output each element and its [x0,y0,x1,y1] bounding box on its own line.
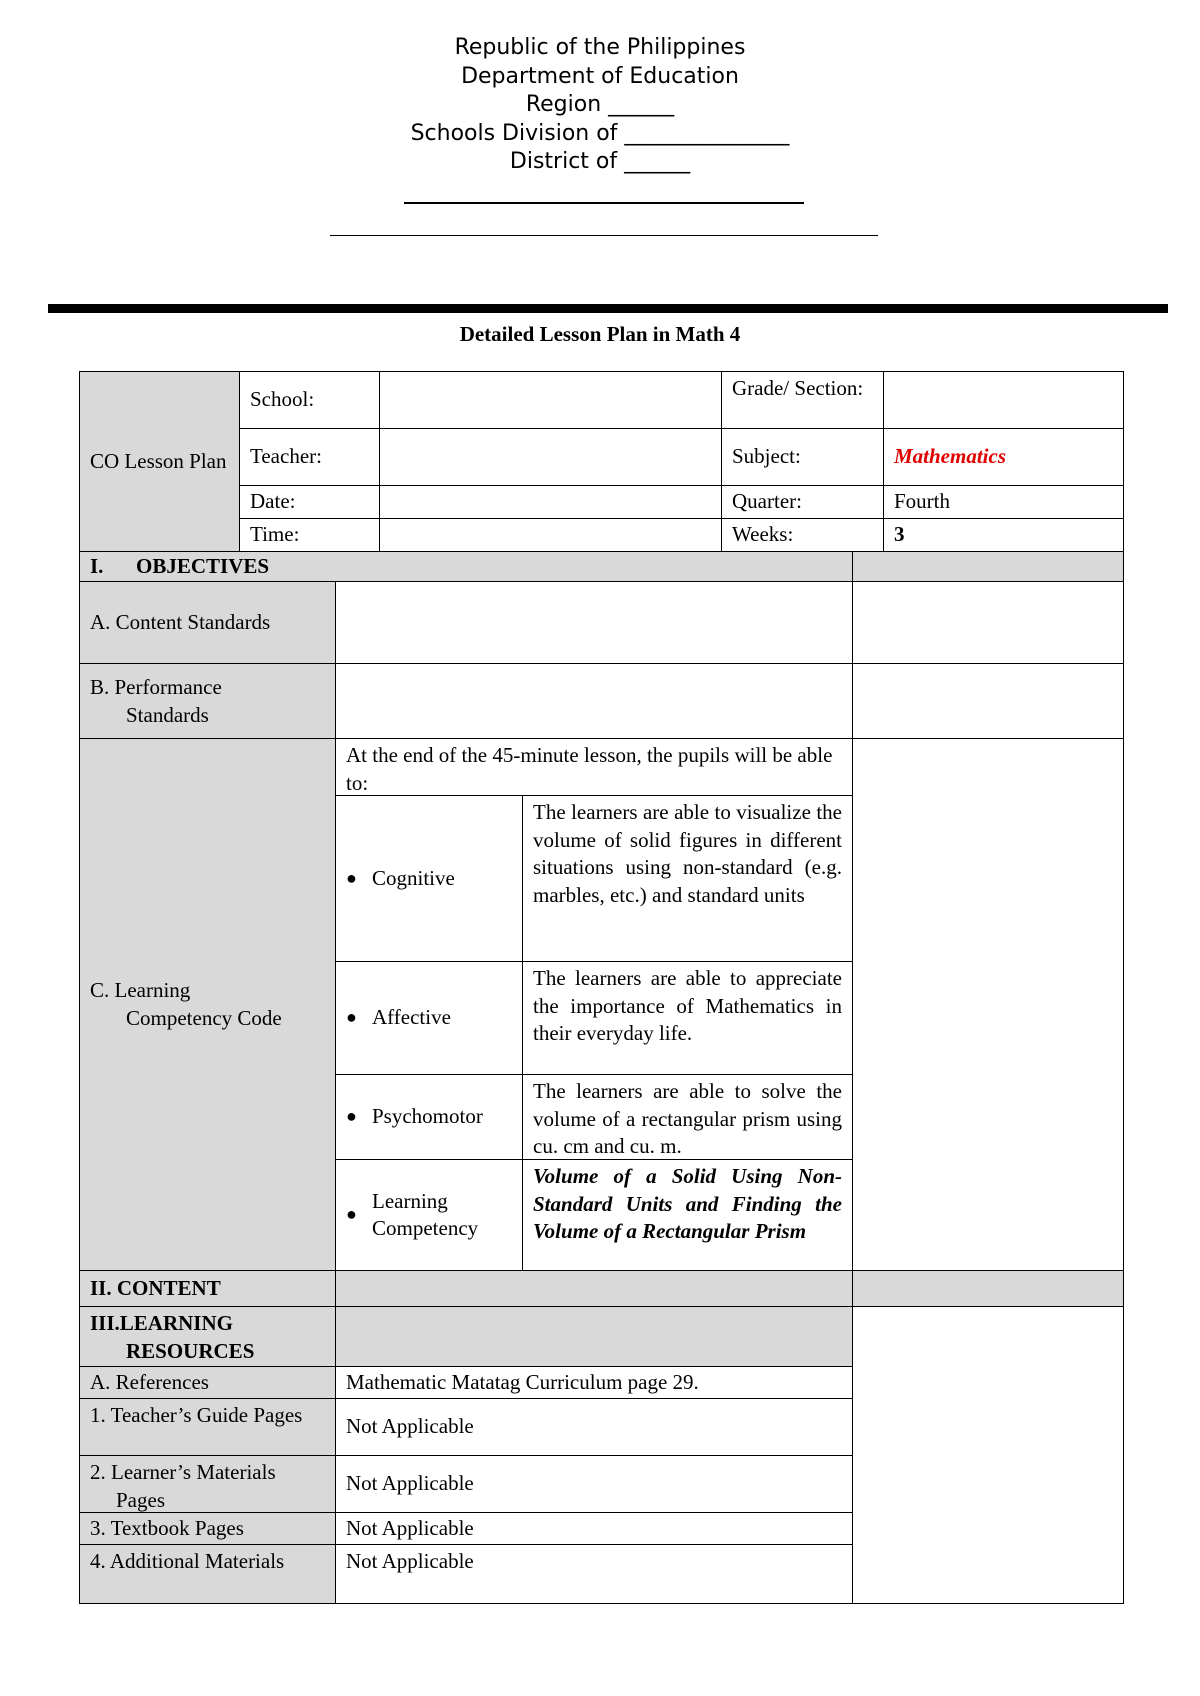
header-republic: Republic of the Philippines [454,35,746,60]
subject-value: Mathematics [883,428,1124,486]
additional-materials-value: Not Applicable [335,1544,853,1604]
teachers-guide-label: 1. Teacher’s Guide Pages [79,1398,336,1456]
objectives-notes-heading [852,551,1124,582]
header-division: Schools Division of _______________ [410,120,790,146]
school-label: School: [239,371,380,429]
content-standards-label: A. Content Standards [79,581,336,664]
learning-resources-heading [79,1306,336,1367]
header-rule-long [330,235,878,236]
grade-section-label: Grade/ Section: [721,371,884,429]
time-value[interactable] [379,518,722,552]
bullet-icon: ● [346,1007,357,1028]
teacher-value[interactable] [379,428,722,486]
co-lesson-plan-text: CO Lesson Plan [90,448,227,473]
teacher-label: Teacher: [239,428,380,486]
psychomotor-text: The learners are able to solve the volume of a rectangular prism using cu. cm and cu. m. [522,1074,853,1160]
resources-heading-line1: III.LEARNING [90,1311,233,1335]
date-value[interactable] [379,485,722,519]
cognitive-label [335,795,523,962]
performance-standards-notes[interactable] [852,663,1124,739]
learners-materials-label: 2. Learner’s Materials Pages [79,1455,336,1513]
header-rule-short [404,202,804,204]
weeks-label: Weeks: [721,518,884,552]
learning-label-line1: C. Learning [90,978,191,1002]
teachers-guide-value: Not Applicable [335,1398,853,1456]
competency-label [335,1159,523,1271]
cognitive-label-text: Cognitive [372,865,455,890]
weeks-value: 3 [883,518,1124,552]
content-standards-notes[interactable] [852,581,1124,664]
subject-label: Subject: [721,428,884,486]
header-district: District of ______ [509,149,691,175]
learning-resources-value [335,1306,853,1367]
performance-label-line1: B. Performance [90,675,222,699]
date-label: Date: [239,485,380,519]
learners-materials-value: Not Applicable [335,1455,853,1513]
performance-standards-label [79,663,336,739]
performance-label-line2: Standards [126,702,209,727]
time-label: Time: [239,518,380,552]
affective-text: The learners are able to appreciate the importance of Mathematics in their everyday life. [522,961,853,1075]
psychomotor-label [335,1074,523,1160]
header-department: Department of Education [461,63,739,89]
document-header [0,34,1200,177]
objectives-intro: At the end of the 45-minute lesson, the pupils will be able to: [335,738,853,796]
objectives-number: I. [90,553,104,578]
objectives-title: OBJECTIVES [136,553,270,578]
learning-competency-notes[interactable] [852,738,1124,1271]
psychomotor-label-text: Psychomotor [372,1104,483,1129]
header-thick-divider [48,304,1168,313]
header-region: Region ______ [525,92,675,118]
grade-section-value[interactable] [883,371,1124,429]
quarter-value: Fourth [883,485,1124,519]
content-standards-value[interactable] [335,581,853,664]
objectives-heading [79,551,853,582]
resources-heading-line2: RESOURCES [126,1338,255,1363]
competency-label-text: Learning Competency [372,1188,479,1240]
textbook-pages-label: 3. Textbook Pages [79,1512,336,1545]
content-heading: II. CONTENT [79,1270,336,1307]
competency-text: Volume of a Solid Using Non-Standard Units and Finding the Volume of a Rectangular Prism [522,1159,853,1271]
bullet-icon: ● [346,1106,357,1127]
content-value [335,1270,853,1307]
affective-label-text: Affective [372,1005,451,1030]
bullet-icon: ● [346,867,357,888]
learning-competency-code-label [79,738,336,1271]
references-label: A. References [79,1366,336,1399]
textbook-pages-value: Not Applicable [335,1512,853,1545]
additional-materials-label: 4. Additional Materials [79,1544,336,1604]
content-notes [852,1270,1124,1307]
bullet-icon: ● [346,1204,357,1225]
learning-resources-notes[interactable] [852,1306,1124,1604]
quarter-label: Quarter: [721,485,884,519]
references-value: Mathematic Matatag Curriculum page 29. [335,1366,853,1399]
school-value[interactable] [379,371,722,429]
cognitive-text: The learners are able to visualize the volume of solid figures in different situations using non-standard (e.g. marbles, etc.) and standard units [522,795,853,962]
performance-standards-value[interactable] [335,663,853,739]
document-title: Detailed Lesson Plan in Math 4 [459,322,741,346]
learning-label-line2: Competency Code [126,1005,282,1030]
affective-label [335,961,523,1075]
co-lesson-plan-label [79,371,240,552]
